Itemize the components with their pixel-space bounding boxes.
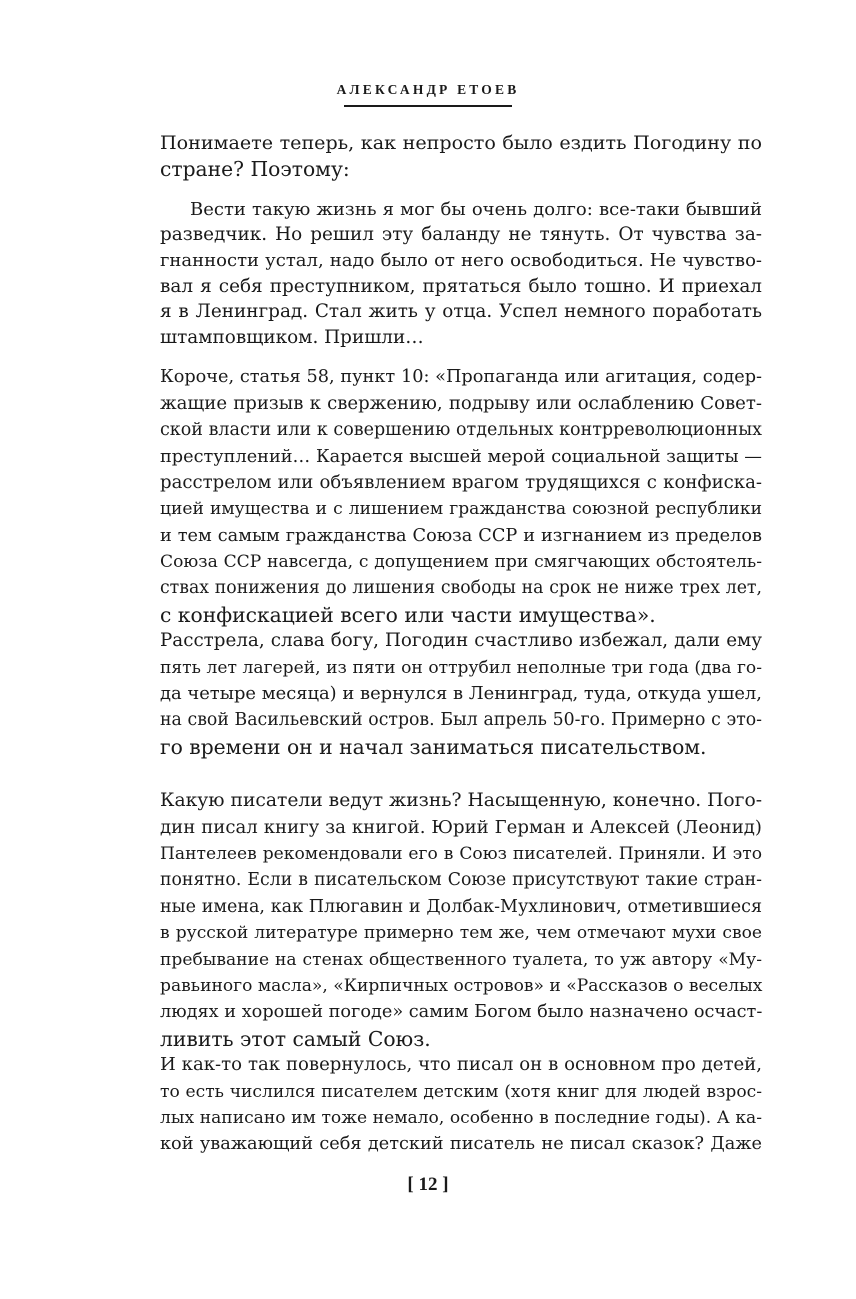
text-line: ской власти или к совершению отдельных контрреволюционных	[160, 420, 762, 441]
text-line: И как-то так повернулось, что писал он в основном про детей,	[160, 1054, 762, 1076]
page-number: [ 12 ]	[407, 1174, 449, 1195]
text-line: Расстрела, слава богу, Погодин счастливо избежал, дали ему	[160, 630, 762, 652]
text-line: дин писал книгу за книгой. Юрий Герман и Алексей (Леонид)	[160, 816, 762, 838]
text-line: Пантелеев рекомендовали его в Союз писателей. Приняли. И это	[160, 843, 762, 864]
quote-line: вал я себя преступником, прятаться было тошно. И приехал	[160, 275, 762, 297]
text-line: с конфискацией всего или части имущества».	[160, 602, 656, 627]
quote-line: гнанности устал, надо было от него освободиться. Не чувство-	[160, 249, 762, 271]
page-body	[160, 130, 762, 1158]
text-line: ствах понижения до лишения свободы на срок не ниже трех лет,	[160, 578, 762, 599]
text-line: да четыре месяца) и вернулся в Ленинград, туда, откуда ушел,	[160, 683, 762, 705]
text-line: жащие призыв к свержению, подрыву или ослаблению Совет-	[160, 392, 762, 414]
text-line: цией имущества и с лишением гражданства союзной республики	[160, 499, 762, 520]
paragraph-5	[160, 1052, 762, 1158]
paragraph-3	[160, 628, 762, 760]
paragraph-4	[160, 788, 762, 1052]
quote-line: я в Ленинград. Стал жить у отца. Успел немного поработать	[160, 301, 762, 323]
text-line: и тем самым гражданства Союза ССР и изгнанием из пределов	[160, 525, 762, 546]
text-line: стране? Поэтому:	[160, 157, 350, 182]
running-title: АЛЕКСАНДР ЕТОЕВ	[336, 82, 520, 97]
quote-line: разведчик. Но решил эту баланду не тянуть. От чувства за-	[160, 224, 762, 246]
text-line: понятно. Если в писательском Союзе присутствуют такие стран-	[160, 870, 762, 891]
text-line: на свой Васильевский остров. Был апрель 50-го. Примерно с это-	[160, 710, 762, 731]
text-line: расстрелом или объявлением врагом трудящихся с конфиска-	[160, 471, 762, 493]
paragraph-2	[160, 364, 762, 628]
text-line: пять лет лагерей, из пяти он оттрубил неполные три года (два го-	[160, 657, 762, 678]
header-rule	[344, 105, 512, 107]
text-line: преступлений… Карается высшей мерой социальной защиты —	[160, 446, 762, 467]
text-line: то есть числился писателем детским (хотя книг для людей взрос-	[160, 1081, 762, 1102]
text-line: го времени он и начал заниматься писательством.	[160, 734, 707, 759]
text-line: кой уважающий себя детский писатель не писал сказок? Даже	[160, 1134, 762, 1155]
text-line: Короче, статья 58, пункт 10: «Пропаганда или агитация, содер-	[160, 367, 762, 388]
text-line: Понимаете теперь, как непросто было ездить Погодину по	[160, 131, 762, 154]
text-line: Какую писатели ведут жизнь? Насыщенную, конечно. Пого-	[160, 790, 763, 812]
quote-line: Вести такую жизнь я мог бы очень долго: все-таки бывший	[190, 198, 762, 220]
text-line: Союза ССР навсегда, с допущением при смягчающих обстоятель-	[160, 552, 762, 573]
text-line: в русской литературе примерно тем же, чем отмечают мухи свое	[160, 923, 762, 944]
paragraph-1	[160, 130, 762, 183]
text-line: лых написано им тоже немало, особенно в последние годы). А ка-	[160, 1107, 762, 1128]
text-line: людях и хорошей погоде» самим Богом было назначено осчаст-	[160, 1002, 763, 1023]
text-line: пребывание на стенах общественного туалета, то уж автору «Му-	[160, 949, 762, 970]
text-line: ные имена, как Плюгавин и Долбак-Мухлинович, отметившиеся	[160, 896, 762, 917]
text-line: равьиного масла», «Кирпичных островов» и «Рассказов о веселых	[160, 975, 763, 996]
running-header	[0, 82, 856, 107]
block-quote	[160, 197, 762, 351]
quote-line: штамповщиком. Пришли…	[160, 326, 424, 348]
text-line: ливить этот самый Союз.	[160, 1026, 431, 1051]
section-break	[160, 760, 762, 788]
